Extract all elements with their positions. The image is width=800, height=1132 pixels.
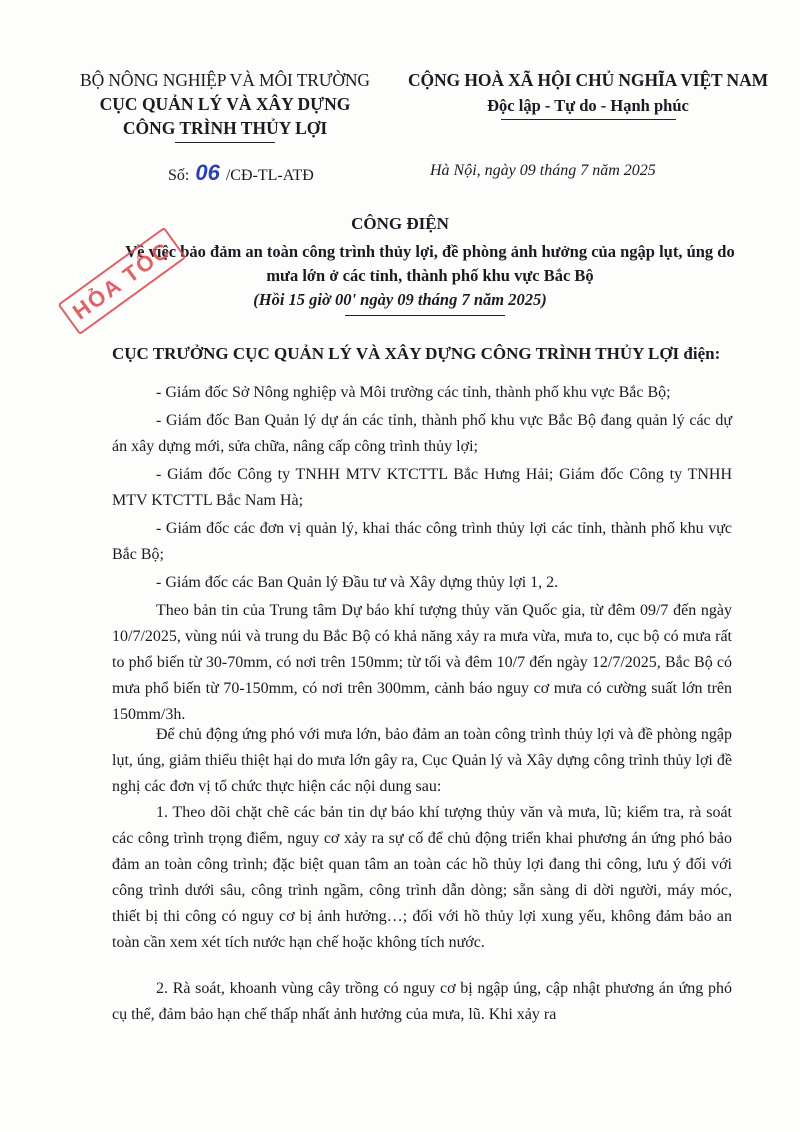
ministry-name: BỘ NÔNG NGHIỆP VÀ MÔI TRƯỜNG [80, 70, 370, 90]
issuing-agency-block [60, 70, 390, 143]
national-motto: Độc lập - Tự do - Hạnh phúc [487, 96, 689, 115]
document-number [168, 160, 314, 186]
number-prefix: Số: [168, 167, 190, 184]
number-handwritten: 06 [195, 160, 220, 185]
country-name: CỘNG HOÀ XÃ HỘI CHỦ NGHĨA VIỆT NAM [407, 70, 769, 90]
recipient-item: - Giám đốc Công ty TNHH MTV KTCTTL Bắc Hưng Hải; Giám đốc Công ty TNHH MTV KTCTTL Bắc Nam Hà; [112, 466, 732, 509]
body-paragraph: Để chủ động ứng phó với mưa lớn, bảo đảm an toàn công trình thủy lợi và đề phòng ngập lụt, úng, giảm thiểu thiệt hại do mưa lớn gây ra, Cục Quản lý và Xây dựng công trình thủy lợi đề nghị các đơn vị tổ chức thực hiện các nội dung sau: [112, 726, 732, 795]
urgent-stamp: HỎA TỐC [57, 227, 186, 335]
recipient-item: - Giám đốc Ban Quản lý dự án các tỉnh, thành phố khu vực Bắc Bộ đang quản lý các dự án xây dựng mới, sửa chữa, nâng cấp công trình thủy lợi; [112, 412, 732, 455]
body-paragraph: 2. Rà soát, khoanh vùng cây trồng có nguy cơ bị ngập úng, cập nhật phương án ứng phó cụ thể, đảm bảo hạn chế thấp nhất ảnh hưởng của mưa, lũ. Khi xảy ra [112, 980, 732, 1023]
number-suffix: /CĐ-TL-ATĐ [225, 167, 314, 184]
agency-name-line2: CÔNG TRÌNH THỦY LỢI [122, 118, 328, 138]
national-title-block [388, 70, 788, 120]
recipient-item: - Giám đốc các Ban Quản lý Đầu tư và Xây dựng thủy lợi 1, 2. [156, 574, 559, 591]
agency-name-line1: CỤC QUẢN LÝ VÀ XÂY DỰNG [99, 94, 351, 114]
document-type: CÔNG ĐIỆN [351, 214, 449, 233]
recipient-item: - Giám đốc Sở Nông nghiệp và Môi trường các tỉnh, thành phố khu vực Bắc Bộ; [156, 384, 671, 401]
body-paragraph: Theo bản tin của Trung tâm Dự báo khí tượng thủy văn Quốc gia, từ đêm 09/7 đến ngày 10/7/2025, vùng núi và trung du Bắc Bộ có khả năng xảy ra mưa vừa, mưa to, cục bộ có mưa rất to phổ biến từ 30-70mm, có nơi trên 150mm; từ tối và đêm 10/7 đến ngày 12/7/2025, Bắc Bộ có mưa phổ biến từ 70-150mm, có nơi trên 300mm, cảnh báo nguy cơ mưa có cường suất lớn trên 150mm/3h. [112, 602, 732, 723]
recipient-item: - Giám đốc các đơn vị quản lý, khai thác công trình thủy lợi các tỉnh, thành phố khu vực Bắc Bộ; [112, 520, 732, 563]
agency-underline [175, 142, 275, 143]
document-subject: Về việc bảo đảm an toàn công trình thủy lợi, đề phòng ảnh hưởng của ngập lụt, úng do mưa lớn ở các tỉnh, thành phố khu vực Bắc Bộ [125, 242, 735, 285]
motto-underline [501, 119, 676, 120]
place-date: Hà Nội, ngày 09 tháng 7 năm 2025 [430, 162, 656, 179]
subject-underline [345, 315, 505, 316]
sender-line: CỤC TRƯỞNG CỤC QUẢN LÝ VÀ XÂY DỰNG CÔNG TRÌNH THỦY LỢI điện: [112, 344, 721, 363]
document-time: (Hồi 15 giờ 00' ngày 09 tháng 7 năm 2025) [253, 290, 547, 309]
body-paragraph: 1. Theo dõi chặt chẽ các bản tin dự báo khí tượng thủy văn và mưa, lũ; kiểm tra, rà soát các công trình trọng điểm, nguy cơ xảy ra sự cố để chủ động triển khai phương án ứng phó bảo đảm an toàn công trình; đặc biệt quan tâm an toàn các hồ thủy lợi đang thi công, lưu ý đối với công trình dưới sâu, công trình ngầm, công trình dẫn dòng; sẵn sàng di dời người, máy móc, thiết bị thi công có nguy cơ bị ảnh hưởng…; đối với hồ thủy lợi xung yếu, không đảm bảo an toàn cần xem xét tích nước hạn chế hoặc không tích nước. [112, 804, 732, 951]
